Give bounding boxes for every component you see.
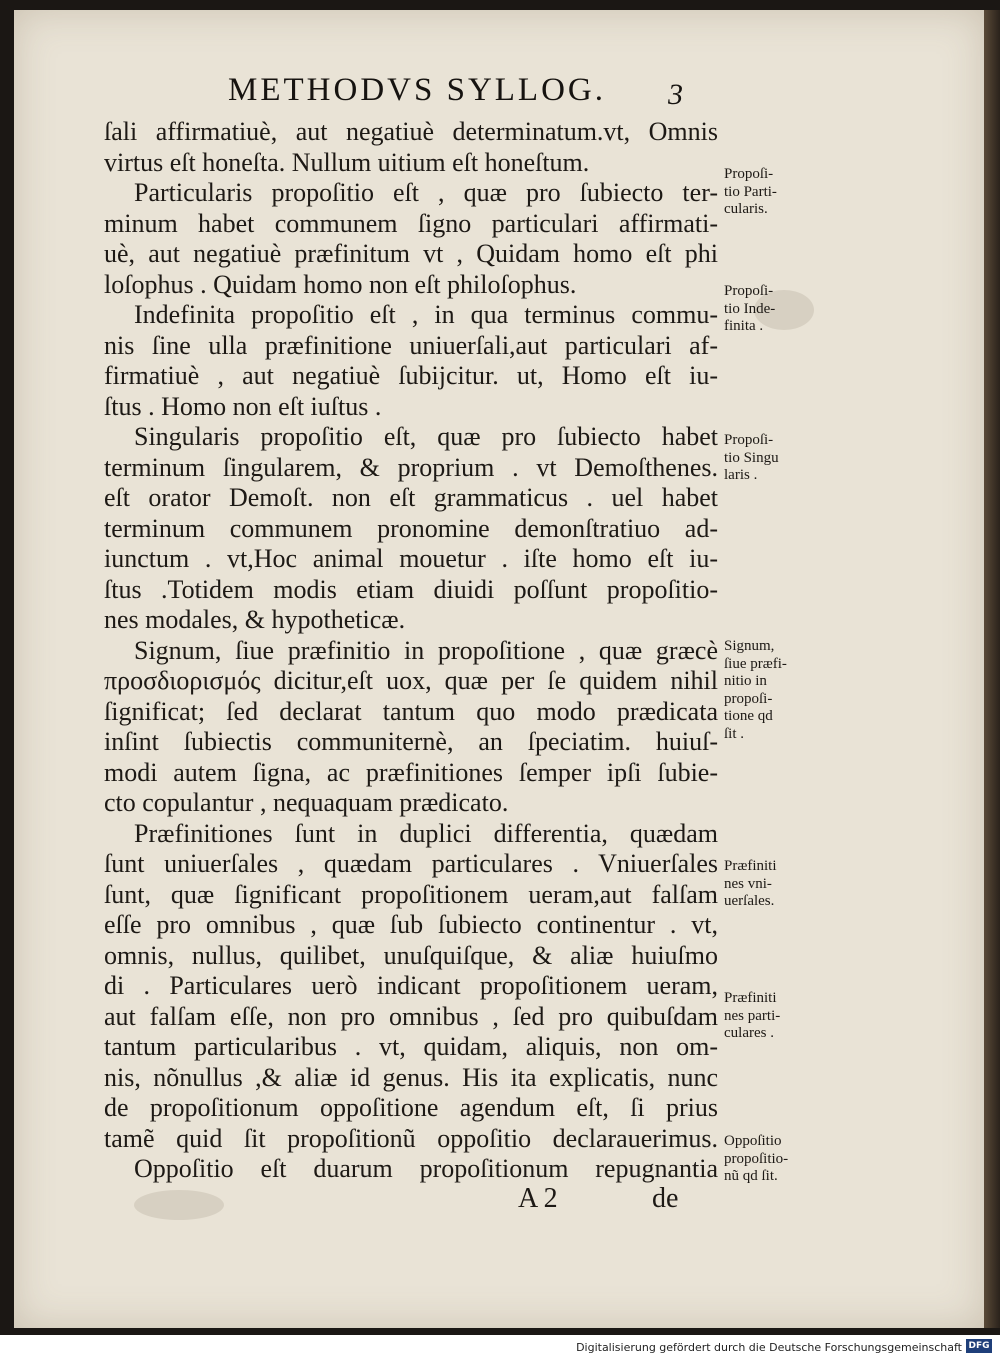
text-line: ſignificat; ſed declarat tantum quo modo prædicata <box>104 696 718 726</box>
margin-note-line: propoſi- <box>724 690 773 707</box>
margin-note-praefinitiones-particulares <box>724 990 824 1043</box>
signature-mark: A 2 <box>518 1183 558 1214</box>
margin-note-propositio-singularis <box>724 432 824 485</box>
margin-note-line: propoſitio- <box>724 1150 789 1167</box>
margin-note-propositio-indefinita <box>724 283 824 336</box>
margin-note-oppositio <box>724 1133 824 1186</box>
text-line: nes modales, & hypotheticæ. <box>104 605 406 634</box>
page-edge <box>984 10 1000 1328</box>
text-line: ſtus .Totidem modis etiam diuidi poſſunt propoſitio- <box>104 574 718 604</box>
text-line: firmatiuè , aut negatiuè ſubijcitur. ut, Homo eſt iu- <box>104 361 718 390</box>
margin-note-line: Propoſi- <box>724 283 774 299</box>
margin-note-propositio-particularis <box>724 166 824 219</box>
margin-note-line: laris . <box>724 467 758 483</box>
text-line: di . Particulares uerò indicant propoſitionem ueram, <box>104 971 718 1000</box>
margin-note-line: finita . <box>724 318 764 334</box>
margin-note-line: tio Parti- <box>724 183 777 200</box>
body-text <box>104 117 718 1185</box>
text-line: de propoſitionum oppoſitione agendum eſt, ſi prius <box>104 1093 718 1122</box>
margin-note-praefinitiones-universales <box>724 858 824 911</box>
margin-note-line: nes parti- <box>724 1007 781 1024</box>
text-line: ſunt, quæ ſignificant propoſitionem ueram,aut falſam <box>104 879 718 909</box>
text-line: virtus eſt honeſta. Nullum uitium eſt honeſtum. <box>104 147 590 177</box>
text-line: Signum, ſiue præfinitio in propoſitione , quæ græcè <box>134 635 718 665</box>
text-line: Præfinitiones ſunt in duplici differentia, quædam <box>134 818 718 848</box>
margin-note-line: Oppoſitio <box>724 1133 782 1149</box>
text-line: Singularis propoſitio eſt, quæ pro ſubiecto habet <box>134 422 718 451</box>
margin-note-line: nes vni- <box>724 875 772 892</box>
margin-note-line: Signum, <box>724 638 775 654</box>
margin-note-line: tio Inde- <box>724 300 776 317</box>
text-line: nis, nõnullus ,& aliæ id genus. His ita explicatis, nunc <box>104 1062 718 1092</box>
margin-note-line: Præfiniti <box>724 858 777 874</box>
margin-note-line: Propoſi- <box>724 166 774 182</box>
text-line: loſophus . Quidam homo non eſt philoſophus. <box>104 269 577 299</box>
text-line: nis ſine ulla præfinitione uniuerſali,aut particulari af- <box>104 330 718 360</box>
margin-note-line: Propoſi- <box>724 432 774 448</box>
text-line: iunctum . vt,Hoc animal mouetur . iſte homo eſt iu- <box>104 544 718 573</box>
margin-note-line: ſiue præfi- <box>724 655 787 672</box>
margin-note-line: Præfiniti <box>724 990 777 1006</box>
text-line: ſunt uniuerſales , quædam particulares . Vniuerſales <box>104 849 718 878</box>
margin-note-line: culares . <box>724 1025 774 1041</box>
margin-note-line: tione qd <box>724 708 773 724</box>
text-line: tantum particularibus . vt, quidam, aliquis, non om- <box>104 1032 718 1061</box>
text-line: terminum communem pronomine demonſtratiuo ad- <box>104 513 718 543</box>
page-number: 3 <box>668 78 683 111</box>
margin-note-signum <box>724 638 824 743</box>
text-line: inſint ſubiectis communiternè, an ſpeciatim. huiuſ- <box>104 727 718 756</box>
text-line: eſt orator Demoſt. non eſt grammaticus . uel habet <box>104 483 718 512</box>
digitization-credit: Digitalisierung gefördert durch die Deutsche Forschungsgemeinschaft <box>576 1341 962 1354</box>
text-line: Oppoſitio eſt duarum propoſitionum repugnantia <box>134 1154 718 1183</box>
text-line: omnis, nullus, quilibet, unuſquiſque, & aliæ huiuſmo <box>104 940 718 970</box>
text-line: modi autem ſigna, ac præfinitiones ſemper ipſi ſubie- <box>104 757 718 787</box>
margin-note-line: cularis. <box>724 201 768 217</box>
margin-note-line: ſit . <box>724 725 745 742</box>
margin-note-line: nitio in <box>724 673 767 689</box>
text-line: tamẽ quid ſit propoſitionũ oppoſitio declarauerimus. <box>104 1123 718 1153</box>
running-head: METHODVS SYLLOG. <box>228 72 606 108</box>
margin-note-line: tio Singu <box>724 449 779 466</box>
margin-note-line: nũ qd ſit. <box>724 1168 778 1184</box>
text-line: terminum ſingularem, & proprium . vt Demoſthenes. <box>104 452 718 482</box>
text-line: ſtus . Homo non eſt iuſtus . <box>104 391 382 421</box>
text-line: uè, aut negatiuè præfinitum vt , Quidam homo eſt phi <box>104 239 718 268</box>
text-line: Particularis propoſitio eſt , quæ pro ſubiecto ter- <box>134 178 718 207</box>
text-line: minum habet communem ſigno particulari affirmati- <box>104 208 718 238</box>
text-line: eſſe pro omnibus , quæ ſub ſubiecto continentur . vt, <box>104 910 718 939</box>
text-line: ſali affirmatiuè, aut negatiuè determinatum.vt, Omnis <box>104 117 718 146</box>
text-line: cto copulantur , nequaquam prædicato. <box>104 788 509 817</box>
text-line: Indefinita propoſitio eſt , in qua terminus commu- <box>134 300 718 329</box>
text-line: προσδιορισμός dicitur,eſt uox, quæ per ſe quidem nihil <box>104 666 718 695</box>
dfg-logo: DFG <box>966 1339 992 1353</box>
margin-note-line: uerſales. <box>724 893 775 909</box>
catchword: de <box>652 1183 679 1214</box>
text-line: aut falſam eſſe, non pro omnibus , ſed pro quibuſdam <box>104 1001 718 1031</box>
